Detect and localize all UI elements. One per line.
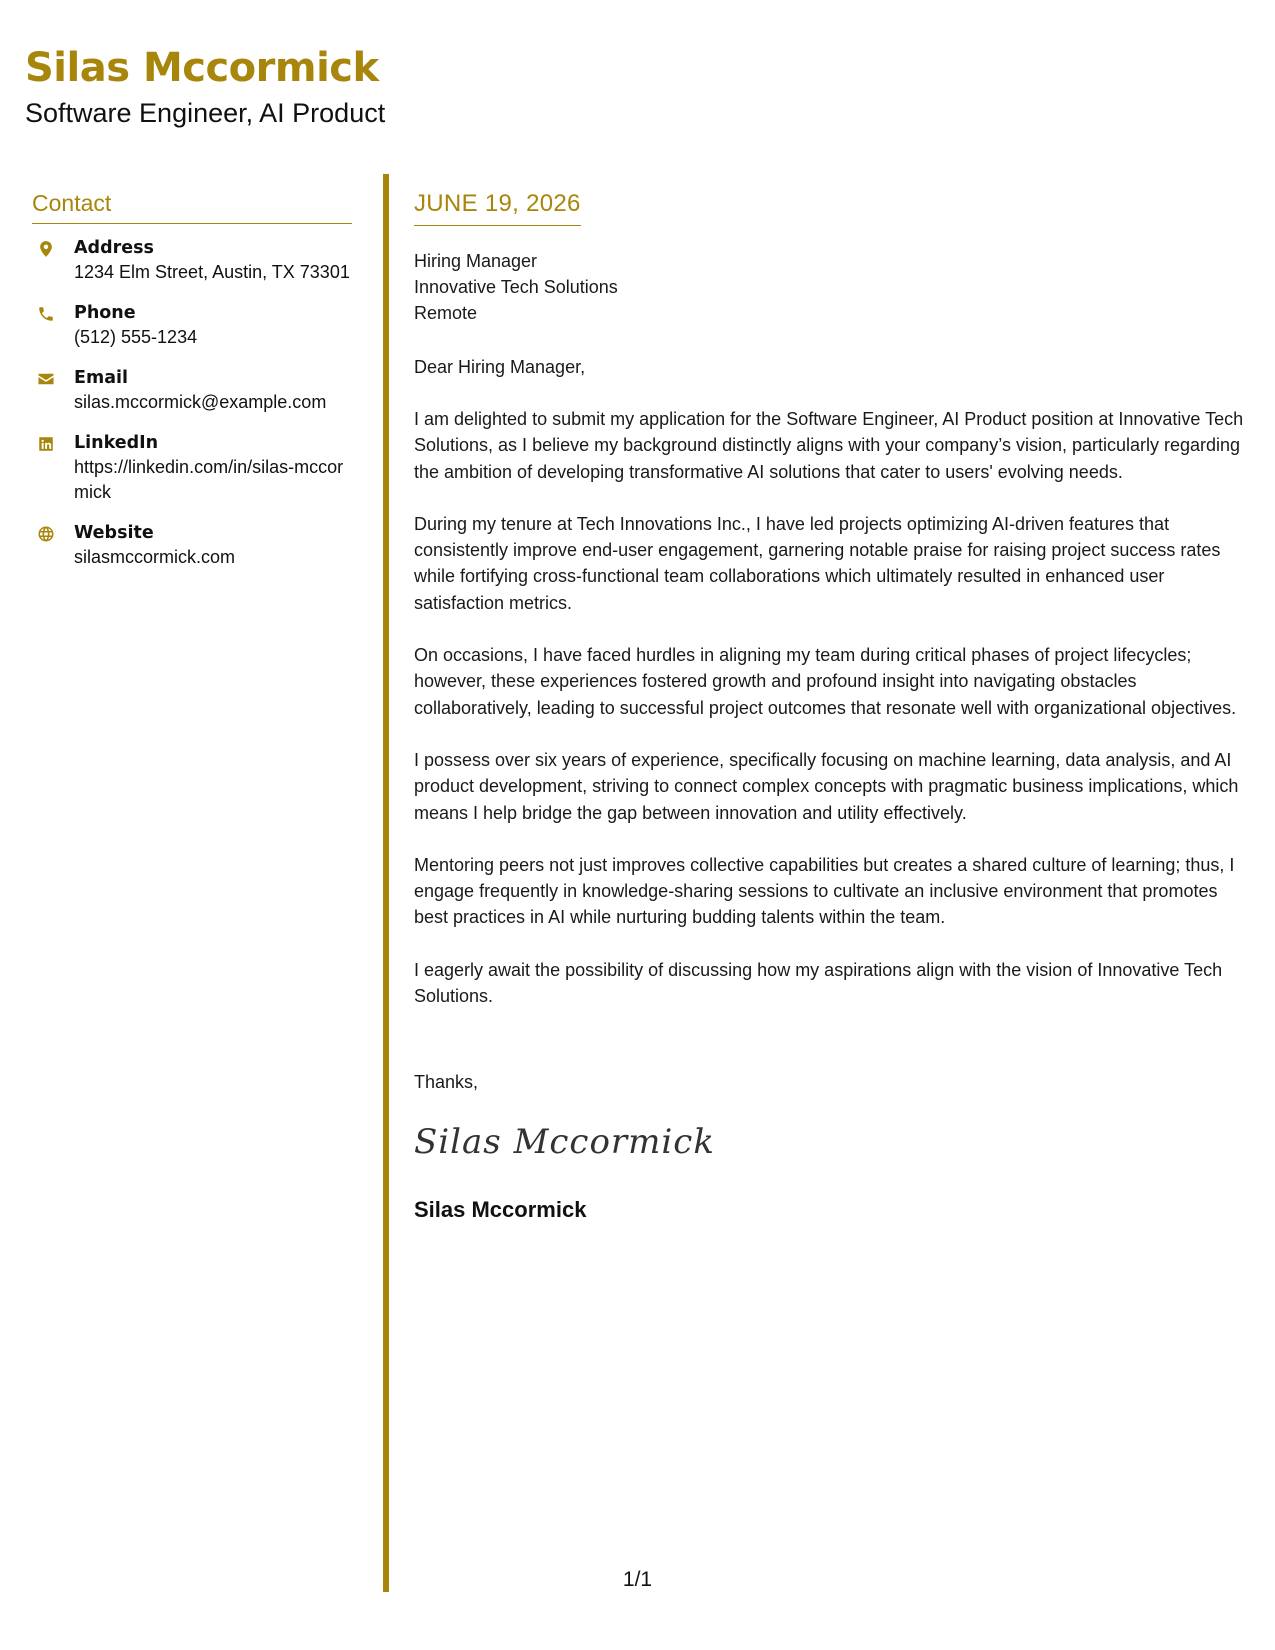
contact-item-email <box>32 366 352 415</box>
signer-name: Silas Mccormick <box>414 1197 587 1223</box>
contact-label: LinkedIn <box>74 433 159 453</box>
contact-value: silas.mccormick@example.com <box>74 392 327 412</box>
recipient-block <box>414 248 1254 326</box>
letter-paragraph: During my tenure at Tech Innovations Inc., I have led projects optimizing AI-driven features that consistently improve end-user engagement, garnering notable praise for raising project success rates while fortifying cross-functional team collaborations which ultimately resulted in enhanced user satisfaction metrics. <box>414 513 1221 613</box>
column-divider <box>383 174 389 1592</box>
applicant-title: Software Engineer, AI Product <box>25 98 386 128</box>
linkedin-icon <box>36 434 56 454</box>
letter-body <box>414 190 1254 1223</box>
recipient-line: Hiring Manager <box>414 251 538 271</box>
closing: Thanks, <box>414 1072 479 1093</box>
contact-value: https://linkedin.com/in/silas-mccormick <box>74 457 344 502</box>
globe-icon <box>36 524 56 544</box>
applicant-name: Silas Mccormick <box>25 45 379 91</box>
letter-paragraph: I am delighted to submit my application for the Software Engineer, AI Product position at Innovative Tech Solutions, as I believe my background distinctly aligns with your company’s vision, particularly regarding the ambition of developing transformative AI solutions that cater to users' evolving needs. <box>414 409 1244 482</box>
salutation: Dear Hiring Manager, <box>414 357 586 377</box>
phone-icon <box>36 304 56 324</box>
contact-label: Phone <box>74 303 136 323</box>
contact-item-linkedin <box>32 431 352 505</box>
recipient-line: Remote <box>414 303 478 323</box>
contact-item-phone <box>32 301 352 350</box>
contact-sidebar <box>32 190 352 586</box>
envelope-icon <box>36 369 56 389</box>
letter-paragraph: I possess over six years of experience, specifically focusing on machine learning, data analysis, and AI product development, striving to connect complex concepts with pragmatic business implications, which means I help bridge the gap between innovation and utility effectively. <box>414 749 1239 823</box>
contact-heading: Contact <box>32 190 352 224</box>
letter-paragraph: On occasions, I have faced hurdles in aligning my team during critical phases of project lifecycles; however, these experiences fostered growth and profound insight into navigating obstacles collaboratively, leading to successful project outcomes that resonate well with organizational objectives. <box>414 645 1237 718</box>
contact-value: 1234 Elm Street, Austin, TX 73301 <box>74 262 350 282</box>
contact-item-address <box>32 236 352 285</box>
contact-item-website <box>32 521 352 570</box>
letter-paragraph: I eagerly await the possibility of discussing how my aspirations align with the vision of Innovative Tech Solutions. <box>414 959 1223 1007</box>
handwritten-signature: Silas Mccormick <box>414 1122 715 1163</box>
contact-value: silasmccormick.com <box>74 547 236 567</box>
contact-label: Email <box>74 368 128 388</box>
map-pin-icon <box>36 239 56 259</box>
contact-value: (512) 555-1234 <box>74 327 198 347</box>
letter-paragraph: Mentoring peers not just improves collective capabilities but creates a shared culture of learning; thus, I engage frequently in knowledge-sharing sessions to cultivate an inclusive environment that promotes best practices in AI while nurturing budding talents within the team. <box>414 854 1235 928</box>
contact-label: Website <box>74 523 154 543</box>
page-number: 1/1 <box>622 1568 653 1591</box>
letter-date: JUNE 19, 2026 <box>414 190 581 226</box>
contact-label: Address <box>74 238 154 258</box>
recipient-line: Innovative Tech Solutions <box>414 277 618 297</box>
